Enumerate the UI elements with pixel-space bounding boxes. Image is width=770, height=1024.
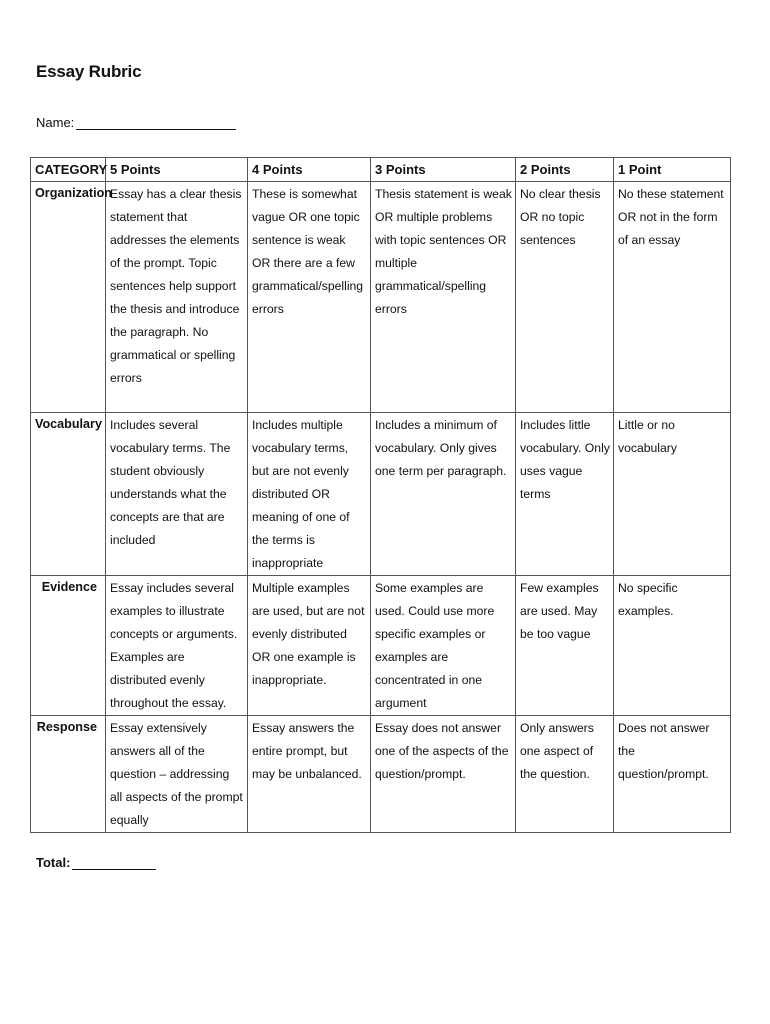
header-row — [31, 158, 731, 182]
table-row-organization — [31, 182, 731, 413]
total-field — [36, 855, 156, 870]
table-cell: Only answers one aspect of the question. — [516, 716, 614, 833]
name-field — [36, 115, 236, 130]
page-title: Essay Rubric — [36, 62, 142, 81]
table-cell: Includes a minimum of vocabulary. Only gives one term per paragraph. — [371, 413, 516, 576]
table-row-vocabulary — [31, 413, 731, 576]
table-row-evidence — [31, 576, 731, 716]
header-3-points: 3 Points — [371, 158, 516, 182]
table-cell: Multiple examples are used, but are not evenly distributed OR one example is inappropriate. — [248, 576, 371, 716]
name-blank-line — [76, 116, 236, 130]
table-cell: Few examples are used. May be too vague — [516, 576, 614, 716]
header-category: CATEGORY — [31, 158, 106, 182]
header-4-points: 4 Points — [248, 158, 371, 182]
table-cell: Essay includes several examples to illustrate concepts or arguments. Examples are distributed evenly throughout the essay. — [106, 576, 248, 716]
table-cell: Includes several vocabulary terms. The student obviously understands what the concepts are that are included — [106, 413, 248, 576]
table-cell: Thesis statement is weak OR multiple problems with topic sentences OR multiple grammatical/spelling errors — [371, 182, 516, 413]
table-cell: Little or no vocabulary — [614, 413, 731, 576]
table-cell: Includes multiple vocabulary terms, but are not evenly distributed OR meaning of one of the terms is inappropriate — [248, 413, 371, 576]
name-label: Name: — [36, 115, 75, 130]
header-2-points: 2 Points — [516, 158, 614, 182]
category-response: Response — [31, 716, 106, 833]
table-cell: No these statement OR not in the form of an essay — [614, 182, 731, 413]
category-vocabulary: Vocabulary — [31, 413, 106, 576]
table-cell: Includes little vocabulary. Only uses vague terms — [516, 413, 614, 576]
table-cell: Essay has a clear thesis statement that addresses the elements of the prompt. Topic sentences help support the thesis and introduce the paragraph. No grammatical or spelling errors — [106, 182, 248, 413]
table-row-response — [31, 716, 731, 833]
total-blank-line — [72, 856, 156, 870]
table-cell: Essay answers the entire prompt, but may be unbalanced. — [248, 716, 371, 833]
header-1-point: 1 Point — [614, 158, 731, 182]
rubric-table — [30, 157, 731, 833]
category-evidence: Evidence — [31, 576, 106, 716]
table-cell: No specific examples. — [614, 576, 731, 716]
header-5-points: 5 Points — [106, 158, 248, 182]
table-cell: Essay does not answer one of the aspects of the question/prompt. — [371, 716, 516, 833]
table-cell: Some examples are used. Could use more specific examples or examples are concentrated in one argument — [371, 576, 516, 716]
category-organization: Organization — [31, 182, 106, 413]
table-cell: These is somewhat vague OR one topic sentence is weak OR there are a few grammatical/spelling errors — [248, 182, 371, 413]
table-cell: Does not answer the question/prompt. — [614, 716, 731, 833]
total-label: Total: — [36, 855, 71, 870]
table-cell: Essay extensively answers all of the question – addressing all aspects of the prompt equally — [106, 716, 248, 833]
table-cell: No clear thesis OR no topic sentences — [516, 182, 614, 413]
